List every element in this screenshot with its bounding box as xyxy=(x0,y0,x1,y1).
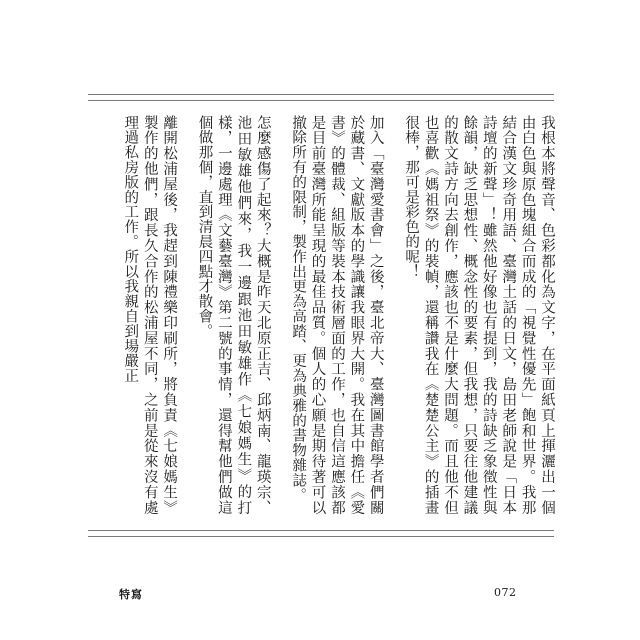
paragraph-2: 加入「臺灣愛書會」之後，臺北帝大、臺灣圖書館學者們關於藏書、文獻版本的學識讓我眼界大開。我在其中擔任《愛書》的體裁、組版等裝本技術層面的工作，也自信這應該都是目前臺灣所能呈現的最佳品質。個人的心願是期待著可以撤除所有的限制，製作出更為高踏、更為典雅的書物雜誌。 xyxy=(290,115,384,515)
top-rule-inner xyxy=(88,100,554,101)
paragraph-1: 我根本將聲音、色彩都化為文字，在平面紙頁上揮灑出一個由白色與原色塊組合而成的「視覺性優先」飽和世界。我那結合漢文珍奇用語、臺灣土話的日文，島田老師說是「日本詩壇的新聲」！雖然他好像也有提到，我的詩缺乏象徵性與餘韻，缺乏思想性、概念性的要素，但我想，只要往他建議的散文詩方向去創作，應該也不是什麼大問題。而且他不但也喜歡《媽祖祭》的裝幀，還稱讚我在《楚楚公主》的插畫很棒，那可是彩色的呢！ xyxy=(403,115,555,515)
top-rule-outer xyxy=(88,94,554,95)
bottom-rule-inner xyxy=(88,536,554,537)
paragraph-4: 離開松浦屋後，我趕到陳禮樂印刷所，將負責《七娘媽生》製作的他們，跟長久合作的松浦屋不同，之前是從來沒有處理過私房版的工作。所以我親自到場嚴正 xyxy=(122,115,178,515)
bottom-rule-outer xyxy=(88,530,554,531)
body-text xyxy=(86,115,556,515)
page-number: 072 xyxy=(494,586,517,599)
paragraph-3: 怎麼感傷了起來？大概是昨天北原正吉、邱炳南、龍瑛宗、池田敏雄他們來，我一邊跟池田敏雄作《七娘媽生》的打樣，一邊處理《文藝臺灣》第二號的事情，還得幫他們做這個做那個，直到清晨四點才散會。 xyxy=(196,115,271,515)
running-title: 特寫 xyxy=(119,588,143,601)
